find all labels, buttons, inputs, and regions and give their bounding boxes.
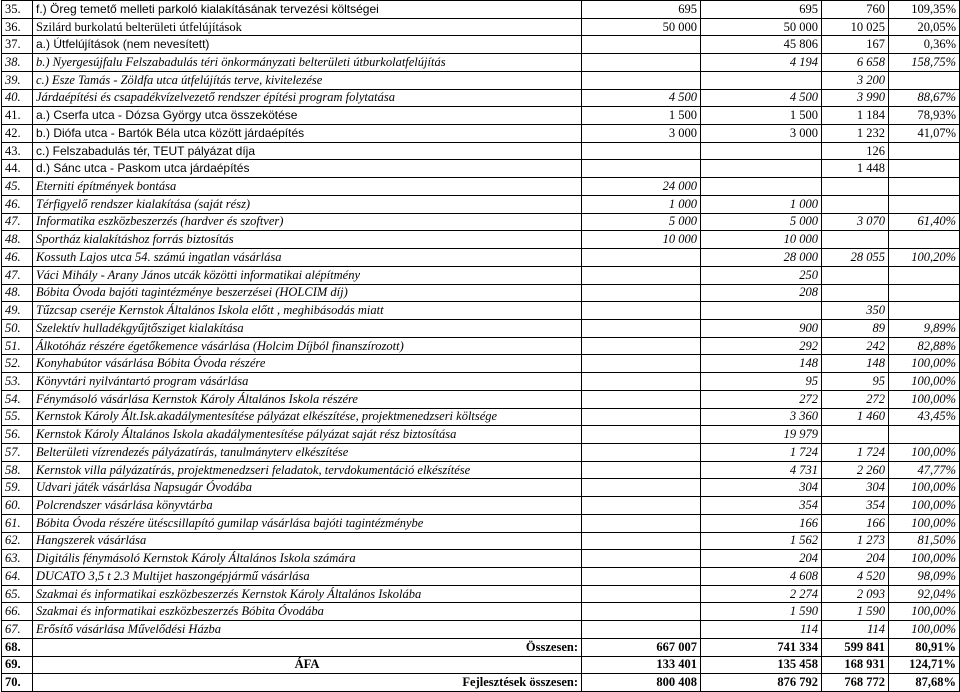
row-number: 67. (2, 621, 33, 639)
original-budget-cell (582, 461, 701, 479)
original-budget-cell (582, 337, 701, 355)
table-row (2, 585, 960, 603)
table-row (2, 125, 960, 143)
actual-cell: 28 055 (822, 249, 889, 267)
row-number: 40. (2, 89, 33, 107)
table-row (2, 107, 960, 125)
row-description: Bóbita Óvoda bajóti tagintézménye beszerzései (HOLCIM díj) (33, 284, 582, 302)
original-budget-cell (582, 284, 701, 302)
table-row (2, 514, 960, 532)
percent-cell: 0,36% (889, 36, 960, 54)
percent-cell (889, 178, 960, 196)
modified-budget-cell: 272 (701, 390, 822, 408)
actual-cell: 1 724 (822, 443, 889, 461)
actual-cell: 1 273 (822, 532, 889, 550)
original-budget-cell (582, 373, 701, 391)
original-budget-cell (582, 36, 701, 54)
table-row (2, 674, 960, 692)
actual-cell (822, 426, 889, 444)
actual-cell: 114 (822, 621, 889, 639)
actual-cell: 350 (822, 302, 889, 320)
row-description: f.) Öreg temető melleti parkoló kialakításának tervezési költségei (33, 1, 582, 19)
percent-cell: 82,88% (889, 337, 960, 355)
modified-budget-cell: 4 500 (701, 89, 822, 107)
modified-budget-cell: 304 (701, 479, 822, 497)
percent-cell: 100,00% (889, 514, 960, 532)
row-number: 62. (2, 532, 33, 550)
original-budget-cell (582, 54, 701, 72)
table-row (2, 337, 960, 355)
table-row (2, 266, 960, 284)
row-number: 49. (2, 302, 33, 320)
actual-cell: 3 070 (822, 213, 889, 231)
original-budget-cell (582, 355, 701, 373)
table-row (2, 231, 960, 249)
row-description: Kernstok villa pályázatírás, projektmenedzseri feladatok, tervdokumentáció elkészítése (33, 461, 582, 479)
actual-cell: 148 (822, 355, 889, 373)
row-description: c.) Felszabadulás tér, TEUT pályázat díja (33, 142, 582, 160)
modified-budget-cell: 1 500 (701, 107, 822, 125)
actual-cell: 166 (822, 514, 889, 532)
table-row (2, 18, 960, 36)
actual-cell: 304 (822, 479, 889, 497)
original-budget-cell (582, 249, 701, 267)
percent-cell: 124,71% (889, 656, 960, 674)
row-description: Sportház kialakításhoz forrás biztosítás (33, 231, 582, 249)
actual-cell (822, 195, 889, 213)
table-row (2, 390, 960, 408)
table-row (2, 461, 960, 479)
modified-budget-cell: 1 000 (701, 195, 822, 213)
table-row (2, 426, 960, 444)
row-description: Kernstok Károly Ált.Isk.akadálymentesítése pályázat elkészítése, projektmenedzseri költsége (33, 408, 582, 426)
modified-budget-cell: 166 (701, 514, 822, 532)
actual-cell: 1 460 (822, 408, 889, 426)
row-description: b.) Diófa utca - Bartók Béla utca között járdaépítés (33, 125, 582, 143)
modified-budget-cell: 95 (701, 373, 822, 391)
percent-cell: 109,35% (889, 1, 960, 19)
row-number: 46. (2, 249, 33, 267)
modified-budget-cell: 204 (701, 550, 822, 568)
percent-cell: 81,50% (889, 532, 960, 550)
row-number: 38. (2, 54, 33, 72)
original-budget-cell (582, 514, 701, 532)
row-description: Tűzcsap cseréje Kernstok Általános Iskola előtt , meghibásodás miatt (33, 302, 582, 320)
row-number: 68. (2, 638, 33, 656)
percent-cell (889, 231, 960, 249)
row-description: Fénymásoló vásárlása Kernstok Károly Általános Iskola részére (33, 390, 582, 408)
row-description: b.) Nyergesújfalu Felszabadulás téri önkormányzati belterületi útburkolatfelújítás (33, 54, 582, 72)
row-description: Hangszerek vásárlása (33, 532, 582, 550)
original-budget-cell (582, 532, 701, 550)
row-description: c.) Esze Tamás - Zöldfa utca útfelújítás terve, kivitelezése (33, 71, 582, 89)
table-row (2, 36, 960, 54)
row-number: 47. (2, 266, 33, 284)
row-description: Térfigyelő rendszer kialakítása (saját rész) (33, 195, 582, 213)
modified-budget-cell: 4 194 (701, 54, 822, 72)
original-budget-cell (582, 568, 701, 586)
percent-cell: 47,77% (889, 461, 960, 479)
table-row (2, 319, 960, 337)
original-budget-cell: 3 000 (582, 125, 701, 143)
row-number: 51. (2, 337, 33, 355)
original-budget-cell (582, 426, 701, 444)
actual-cell: 272 (822, 390, 889, 408)
percent-cell: 100,00% (889, 373, 960, 391)
actual-cell: 89 (822, 319, 889, 337)
percent-cell (889, 71, 960, 89)
percent-cell (889, 302, 960, 320)
original-budget-cell: 24 000 (582, 178, 701, 196)
table-row (2, 54, 960, 72)
row-description: Járdaépítési és csapadékvízelvezető rendszer építési program folytatása (33, 89, 582, 107)
row-number: 48. (2, 231, 33, 249)
row-description: Szelektív hulladékgyűjtősziget kialakítása (33, 319, 582, 337)
actual-cell: 768 772 (822, 674, 889, 692)
row-number: 36. (2, 18, 33, 36)
actual-cell: 1 184 (822, 107, 889, 125)
row-number: 45. (2, 178, 33, 196)
row-description: ÁFA (33, 656, 582, 674)
percent-cell: 158,75% (889, 54, 960, 72)
modified-budget-cell: 354 (701, 497, 822, 515)
original-budget-cell (582, 443, 701, 461)
original-budget-cell (582, 621, 701, 639)
modified-budget-cell: 250 (701, 266, 822, 284)
modified-budget-cell (701, 302, 822, 320)
row-description: Álkotóház részére égetőkemence vásárlása (Holcim Díjból finanszírozott) (33, 337, 582, 355)
modified-budget-cell: 10 000 (701, 231, 822, 249)
percent-cell: 100,00% (889, 443, 960, 461)
table-row (2, 497, 960, 515)
row-number: 42. (2, 125, 33, 143)
modified-budget-cell: 2 274 (701, 585, 822, 603)
modified-budget-cell: 695 (701, 1, 822, 19)
row-number: 37. (2, 36, 33, 54)
original-budget-cell (582, 479, 701, 497)
row-number: 65. (2, 585, 33, 603)
modified-budget-cell (701, 142, 822, 160)
percent-cell: 100,00% (889, 390, 960, 408)
row-description: a.) Cserfa utca - Dózsa György utca összekötése (33, 107, 582, 125)
original-budget-cell: 10 000 (582, 231, 701, 249)
original-budget-cell: 695 (582, 1, 701, 19)
actual-cell (822, 266, 889, 284)
percent-cell: 87,68% (889, 674, 960, 692)
modified-budget-cell: 3 000 (701, 125, 822, 143)
percent-cell: 100,00% (889, 603, 960, 621)
row-description: Polcrendszer vásárlása könyvtárba (33, 497, 582, 515)
table-row (2, 550, 960, 568)
row-number: 55. (2, 408, 33, 426)
table-row (2, 656, 960, 674)
row-description: Udvari játék vásárlása Napsugár Óvodába (33, 479, 582, 497)
actual-cell: 10 025 (822, 18, 889, 36)
modified-budget-cell: 4 731 (701, 461, 822, 479)
table-row (2, 355, 960, 373)
original-budget-cell: 133 401 (582, 656, 701, 674)
original-budget-cell: 50 000 (582, 18, 701, 36)
row-description: Belterületi vízrendezés pályázatírás, tanulmányterv elkészítése (33, 443, 582, 461)
percent-cell: 78,93% (889, 107, 960, 125)
modified-budget-cell: 45 806 (701, 36, 822, 54)
row-description: Összesen: (33, 638, 582, 656)
original-budget-cell: 1 500 (582, 107, 701, 125)
table-row (2, 443, 960, 461)
table-row (2, 71, 960, 89)
table-row (2, 142, 960, 160)
percent-cell: 92,04% (889, 585, 960, 603)
row-description: Digitális fénymásoló Kernstok Károly Általános Iskola számára (33, 550, 582, 568)
percent-cell: 20,05% (889, 18, 960, 36)
row-description: a.) Útfelújítások (nem nevesített) (33, 36, 582, 54)
original-budget-cell (582, 319, 701, 337)
percent-cell: 100,00% (889, 355, 960, 373)
actual-cell (822, 231, 889, 249)
original-budget-cell (582, 550, 701, 568)
row-description: Szilárd burkolatú belterületi útfelújítások (33, 18, 582, 36)
actual-cell: 599 841 (822, 638, 889, 656)
percent-cell (889, 284, 960, 302)
actual-cell: 354 (822, 497, 889, 515)
actual-cell (822, 284, 889, 302)
row-description: Váci Mihály - Arany János utcák közötti informatikai alépítmény (33, 266, 582, 284)
original-budget-cell (582, 142, 701, 160)
table-row (2, 249, 960, 267)
row-number: 69. (2, 656, 33, 674)
percent-cell: 80,91% (889, 638, 960, 656)
original-budget-cell (582, 408, 701, 426)
table-row (2, 479, 960, 497)
modified-budget-cell: 741 334 (701, 638, 822, 656)
modified-budget-cell: 1 562 (701, 532, 822, 550)
row-description: Eterniti építmények bontása (33, 178, 582, 196)
row-number: 53. (2, 373, 33, 391)
actual-cell: 1 232 (822, 125, 889, 143)
actual-cell: 760 (822, 1, 889, 19)
percent-cell: 61,40% (889, 213, 960, 231)
actual-cell: 126 (822, 142, 889, 160)
modified-budget-cell: 208 (701, 284, 822, 302)
percent-cell (889, 142, 960, 160)
original-budget-cell: 800 408 (582, 674, 701, 692)
row-number: 63. (2, 550, 33, 568)
modified-budget-cell: 148 (701, 355, 822, 373)
actual-cell: 3 200 (822, 71, 889, 89)
table-row (2, 178, 960, 196)
modified-budget-cell (701, 178, 822, 196)
row-number: 60. (2, 497, 33, 515)
modified-budget-cell: 900 (701, 319, 822, 337)
percent-cell: 88,67% (889, 89, 960, 107)
percent-cell: 41,07% (889, 125, 960, 143)
actual-cell: 2 093 (822, 585, 889, 603)
row-number: 59. (2, 479, 33, 497)
row-number: 35. (2, 1, 33, 19)
percent-cell: 100,00% (889, 479, 960, 497)
percent-cell: 98,09% (889, 568, 960, 586)
modified-budget-cell: 135 458 (701, 656, 822, 674)
row-number: 39. (2, 71, 33, 89)
row-number: 66. (2, 603, 33, 621)
modified-budget-cell: 4 608 (701, 568, 822, 586)
table-row (2, 213, 960, 231)
actual-cell: 242 (822, 337, 889, 355)
original-budget-cell (582, 497, 701, 515)
modified-budget-cell: 1 590 (701, 603, 822, 621)
row-description: Szakmai és informatikai eszközbeszerzés Bóbita Óvodába (33, 603, 582, 621)
row-description: DUCATO 3,5 t 2.3 Multijet haszongépjármű vásárlása (33, 568, 582, 586)
modified-budget-cell: 292 (701, 337, 822, 355)
percent-cell (889, 195, 960, 213)
table-row (2, 638, 960, 656)
row-description: Kossuth Lajos utca 54. számú ingatlan vásárlása (33, 249, 582, 267)
budget-table (1, 0, 960, 692)
row-number: 58. (2, 461, 33, 479)
percent-cell (889, 426, 960, 444)
actual-cell: 167 (822, 36, 889, 54)
percent-cell: 9,89% (889, 319, 960, 337)
row-number: 41. (2, 107, 33, 125)
modified-budget-cell: 50 000 (701, 18, 822, 36)
row-number: 47. (2, 213, 33, 231)
percent-cell: 100,00% (889, 621, 960, 639)
percent-cell: 100,00% (889, 550, 960, 568)
row-number: 54. (2, 390, 33, 408)
original-budget-cell (582, 266, 701, 284)
original-budget-cell: 5 000 (582, 213, 701, 231)
table-row (2, 603, 960, 621)
row-number: 52. (2, 355, 33, 373)
row-number: 64. (2, 568, 33, 586)
actual-cell: 168 931 (822, 656, 889, 674)
actual-cell: 204 (822, 550, 889, 568)
percent-cell (889, 266, 960, 284)
row-number: 70. (2, 674, 33, 692)
table-row (2, 284, 960, 302)
table-row (2, 568, 960, 586)
modified-budget-cell: 876 792 (701, 674, 822, 692)
modified-budget-cell (701, 160, 822, 178)
percent-cell: 100,20% (889, 249, 960, 267)
table-row (2, 89, 960, 107)
original-budget-cell: 667 007 (582, 638, 701, 656)
row-description: d.) Sánc utca - Paskom utca járdaépítés (33, 160, 582, 178)
modified-budget-cell: 28 000 (701, 249, 822, 267)
actual-cell: 2 260 (822, 461, 889, 479)
row-description: Kernstok Károly Általános Iskola akadálymentesítése pályázat saját rész biztosítása (33, 426, 582, 444)
row-description: Könyvtári nyilvántartó program vásárlása (33, 373, 582, 391)
actual-cell: 6 658 (822, 54, 889, 72)
row-number: 43. (2, 142, 33, 160)
row-description: Bóbita Óvoda részére ütéscsillapító gumilap vásárlása bajóti tagintézménybe (33, 514, 582, 532)
actual-cell: 1 590 (822, 603, 889, 621)
actual-cell: 95 (822, 373, 889, 391)
row-number: 50. (2, 319, 33, 337)
table-row (2, 302, 960, 320)
original-budget-cell: 1 000 (582, 195, 701, 213)
table-row (2, 408, 960, 426)
percent-cell (889, 160, 960, 178)
row-description: Konyhabútor vásárlása Bóbita Óvoda részére (33, 355, 582, 373)
actual-cell: 4 520 (822, 568, 889, 586)
modified-budget-cell: 1 724 (701, 443, 822, 461)
row-number: 56. (2, 426, 33, 444)
actual-cell (822, 178, 889, 196)
original-budget-cell (582, 603, 701, 621)
original-budget-cell (582, 160, 701, 178)
row-number: 61. (2, 514, 33, 532)
actual-cell: 1 448 (822, 160, 889, 178)
modified-budget-cell: 5 000 (701, 213, 822, 231)
original-budget-cell (582, 71, 701, 89)
row-number: 44. (2, 160, 33, 178)
table-row (2, 195, 960, 213)
table-row (2, 621, 960, 639)
modified-budget-cell: 114 (701, 621, 822, 639)
original-budget-cell (582, 302, 701, 320)
percent-cell: 100,00% (889, 497, 960, 515)
actual-cell: 3 990 (822, 89, 889, 107)
original-budget-cell: 4 500 (582, 89, 701, 107)
original-budget-cell (582, 585, 701, 603)
table-row (2, 532, 960, 550)
original-budget-cell (582, 390, 701, 408)
row-description: Informatika eszközbeszerzés (hardver és szoftver) (33, 213, 582, 231)
row-description: Erősítő vásárlása Művelődési Házba (33, 621, 582, 639)
row-description: Fejlesztések összesen: (33, 674, 582, 692)
table-row (2, 1, 960, 19)
row-number: 48. (2, 284, 33, 302)
modified-budget-cell (701, 71, 822, 89)
row-number: 46. (2, 195, 33, 213)
modified-budget-cell: 19 979 (701, 426, 822, 444)
table-row (2, 373, 960, 391)
row-number: 57. (2, 443, 33, 461)
percent-cell: 43,45% (889, 408, 960, 426)
row-description: Szakmai és informatikai eszközbeszerzés Kernstok Károly Általános Iskolába (33, 585, 582, 603)
table-row (2, 160, 960, 178)
modified-budget-cell: 3 360 (701, 408, 822, 426)
